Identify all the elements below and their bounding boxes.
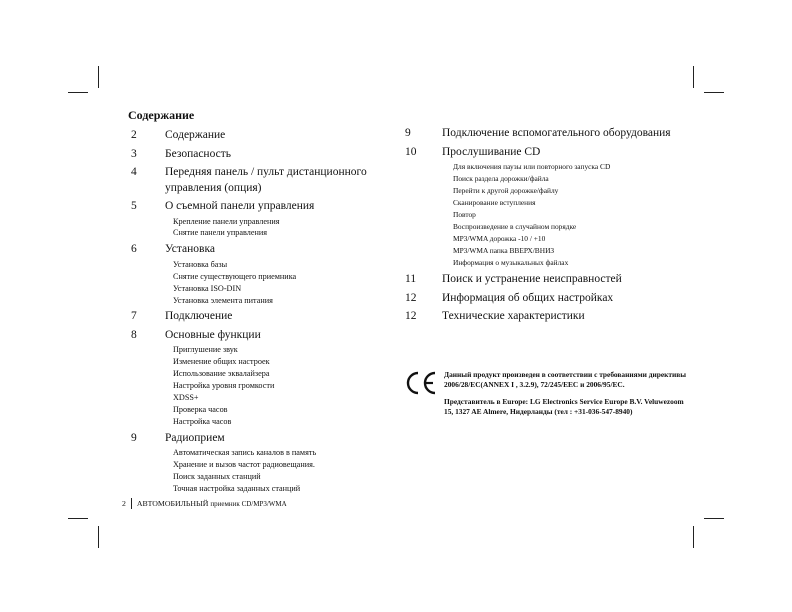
footer-brand: АВТОМОБИЛЬНЫЙ	[136, 499, 209, 508]
toc-subsection: Настройка часов	[173, 416, 232, 426]
toc-subsection: Снятие существующего приемника	[173, 271, 297, 281]
toc-page-number: 6	[131, 243, 137, 256]
toc-subsection: Автоматическая запись каналов в память	[173, 448, 317, 458]
toc-right-column	[402, 126, 702, 328]
crop-mark	[704, 518, 724, 519]
toc-subsection: Хранение и вызов частот радиовещания.	[173, 460, 315, 470]
toc-page-number: 8	[131, 328, 137, 341]
toc-list-right	[402, 126, 702, 325]
toc-entry-label: Содержание	[165, 129, 226, 141]
crop-mark	[693, 66, 694, 88]
toc-subsection: Воспроизведение в случайном порядке	[453, 222, 577, 231]
toc-subsection-list	[173, 216, 388, 240]
toc-page-number: 7	[131, 310, 137, 323]
toc-entry-label: Прослушивание CD	[442, 145, 541, 158]
toc-subsection: Точная настройка заданных станций	[173, 484, 301, 493]
toc-subsection: Информация о музыкальных файлах	[453, 258, 569, 267]
ce-mark-icon	[404, 370, 438, 396]
toc-entry-label: Подключение	[165, 310, 233, 323]
toc-subsection-list	[173, 259, 388, 307]
toc-page-number: 2	[131, 129, 137, 141]
toc-entry	[128, 128, 388, 144]
crop-mark	[704, 92, 724, 93]
toc-subsection: Перейти к другой дорожке/файлу	[453, 186, 559, 195]
toc-subsection: Поиск раздела дорожки/файла	[453, 174, 549, 183]
toc-subsection: MP3/WMA папка ВВЕРХ/ВНИЗ	[453, 246, 555, 255]
crop-mark	[693, 526, 694, 548]
toc-subsection-list	[453, 161, 702, 269]
crop-mark	[98, 526, 99, 548]
toc-subsection: Сканирование вступления	[453, 198, 536, 207]
toc-subsection: Использование эквалайзера	[173, 369, 270, 379]
toc-subsection: XDSS+	[173, 393, 199, 403]
toc-entry-label: Технические характеристики	[442, 310, 585, 322]
toc-entry	[128, 242, 388, 306]
footer-divider	[131, 498, 132, 509]
toc-entry-label: Поиск и устранение неисправностей	[442, 273, 622, 285]
toc-entry	[402, 145, 702, 270]
toc-subsection: Снятие панели управления	[173, 228, 268, 238]
toc-page-number: 12	[405, 291, 417, 304]
toc-subsection: Установка элемента питания	[173, 295, 273, 305]
toc-subsection: Повтор	[453, 210, 476, 219]
toc-page-number: 12	[405, 310, 417, 322]
toc-entry-label: Основные функции	[165, 328, 261, 341]
toc-page-number: 11	[405, 273, 417, 285]
toc-page-number: 5	[131, 200, 137, 212]
toc-list-left	[128, 128, 388, 495]
toc-entry	[402, 309, 702, 325]
toc-subsection: MP3/WMA дорожка -10 / +10	[453, 234, 546, 243]
toc-subsection: Установка базы	[173, 259, 228, 269]
toc-entry	[128, 309, 388, 325]
toc-entry	[128, 328, 388, 428]
compliance-statement: Данный продукт произведен в соответствии с требованиями директивы 2006/28/EC(ANNEX I , 3.2.9), 72/245/EEC и 2006/95/EC.	[444, 370, 687, 390]
toc-page-number: 9	[131, 431, 137, 444]
toc-subsection-list	[173, 447, 388, 495]
toc-entry	[402, 272, 702, 288]
page-footer	[122, 498, 287, 509]
toc-subsection: Приглушение звук	[173, 345, 238, 355]
toc-entry	[402, 291, 702, 307]
toc-entry-label: Передняя панель / пульт дистанционного управления (опция)	[165, 166, 367, 194]
compliance-notice	[404, 370, 694, 423]
toc-entry	[128, 165, 388, 196]
toc-entry-label: Подключение вспомогательного оборудования	[442, 127, 671, 139]
toc-page-number: 4	[131, 166, 137, 178]
toc-subsection: Крепление панели управления	[173, 216, 280, 226]
page-number: 2	[122, 499, 126, 508]
toc-entry-label: Радиоприем	[165, 431, 225, 444]
toc-entry-label: Безопасность	[165, 147, 232, 160]
toc-subsection: Настройка уровня громкости	[173, 381, 275, 391]
toc-entry	[128, 147, 388, 163]
toc-entry-label: О съемной панели управления	[165, 200, 315, 212]
toc-title: Содержание	[128, 108, 195, 122]
toc-entry	[128, 199, 388, 239]
toc-entry	[128, 431, 388, 495]
crop-mark	[98, 66, 99, 88]
toc-entry-label: Информация об общих настройках	[442, 291, 614, 304]
toc-subsection: Поиск заданных станций	[173, 472, 261, 482]
toc-page-number: 10	[405, 145, 417, 158]
toc-subsection: Для включения паузы или повторного запуска CD	[453, 162, 611, 171]
toc-left-column	[128, 108, 388, 498]
toc-subsection: Установка ISO-DIN	[173, 283, 242, 293]
crop-mark	[68, 92, 88, 93]
toc-page-number: 9	[405, 127, 411, 139]
toc-subsection: Проверка часов	[173, 404, 228, 414]
toc-entry-label: Установка	[165, 243, 215, 256]
representative-info: Представитель в Europe: LG Electronics Service Europe B.V. Veluwezoom 15, 1327 AE Almere, Нидерланды (тел : +31-036-547-8940)	[444, 396, 684, 416]
toc-entry	[402, 126, 702, 142]
crop-mark	[68, 518, 88, 519]
toc-subsection: Изменение общих настроек	[173, 357, 270, 367]
toc-page-number: 3	[131, 147, 137, 160]
footer-product: приемник CD/MP3/WMA	[210, 499, 287, 508]
toc-subsection-list	[173, 344, 388, 427]
